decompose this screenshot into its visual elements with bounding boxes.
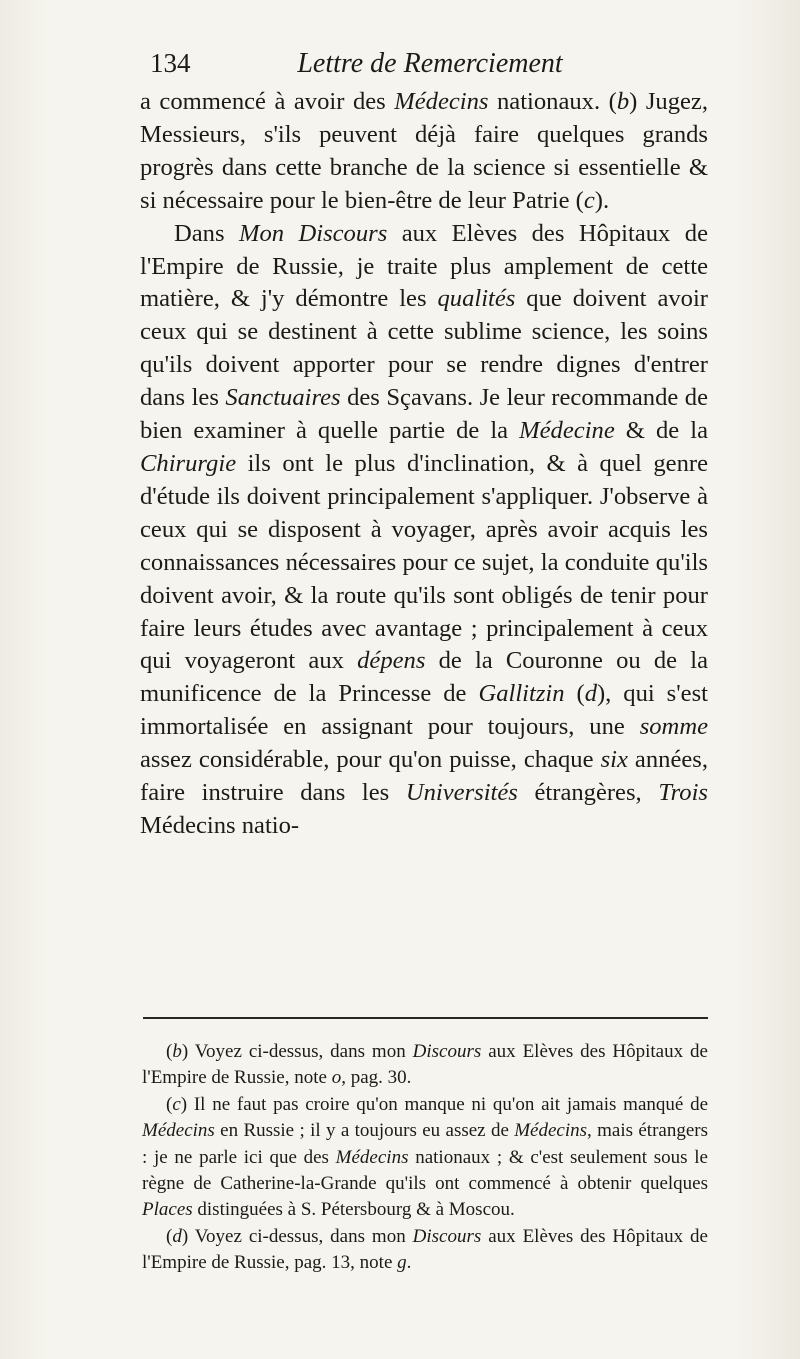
page-number: 134 [150,48,191,78]
footnote-divider [143,1017,708,1019]
page-header [150,48,710,88]
footnote-b: (b) Voyez ci-dessus, dans mon Discours aux Elèves des Hôpitaux de l'Empire de Russie, note o, pag. 30. [142,1041,708,1089]
footnotes [142,1039,708,1277]
running-title: Lettre de Remerciement [297,48,563,79]
paragraph-2: Dans Mon Discours aux Elèves des Hôpitaux de l'Empire de Russie, je traite plus amplement de cette matière, & j'y démontre les qualités que doivent avoir ceux qui se destinent à cette sublime science, les soins qu'ils doivent apporter pour se rendre dignes d'entrer dans les Sanctuaires des Sçavans. Je leur recommande de bien examiner à quelle partie de la Médecine & de la Chirurgie ils ont le plus d'inclination, & à quel genre d'étude ils doivent principalement s'appliquer. J'observe à ceux qui se disposent à voyager, après avoir acquis les connaissances nécessaires pour ce sujet, la conduite qu'ils doivent avoir, & la route qu'ils sont obligés de tenir pour faire leurs études avec avantage ; principalement à ceux qui voyageront aux dépens de la Couronne ou de la munificence de la Princesse de Gallitzin (d), qui s'est immortalisée en assignant pour toujours, une somme assez considérable, pour qu'on puisse, chaque six années, faire instruire dans les Universités étrangères, Trois Médecins natio- [140,219,709,839]
footnote-d: (d) Voyez ci-dessus, dans mon Discours aux Elèves des Hôpitaux de l'Empire de Russie, pag. 13, note g. [142,1225,708,1274]
footnote-c: (c) Il ne faut pas croire qu'on manque ni qu'on ait jamais manqué de Médecins en Russie ; il y a toujours eu assez de Médecins, mais étrangers : je ne parle ici que des Médecins nationaux ; & c'est seulement sous le règne de Catherine-la-Grande qu'ils ont commencé à obtenir quelques Places distinguées à S. Pétersbourg & à Moscou. [142,1093,709,1221]
paragraph-1: a commencé à avoir des Médecins nationaux. (b) Jugez, Messieurs, s'ils peuvent déjà faire quelques grands progrès dans cette branche de la science si essentielle & si nécessaire pour le bien-être de leur Patrie (c). [140,88,708,214]
main-text [140,86,708,843]
